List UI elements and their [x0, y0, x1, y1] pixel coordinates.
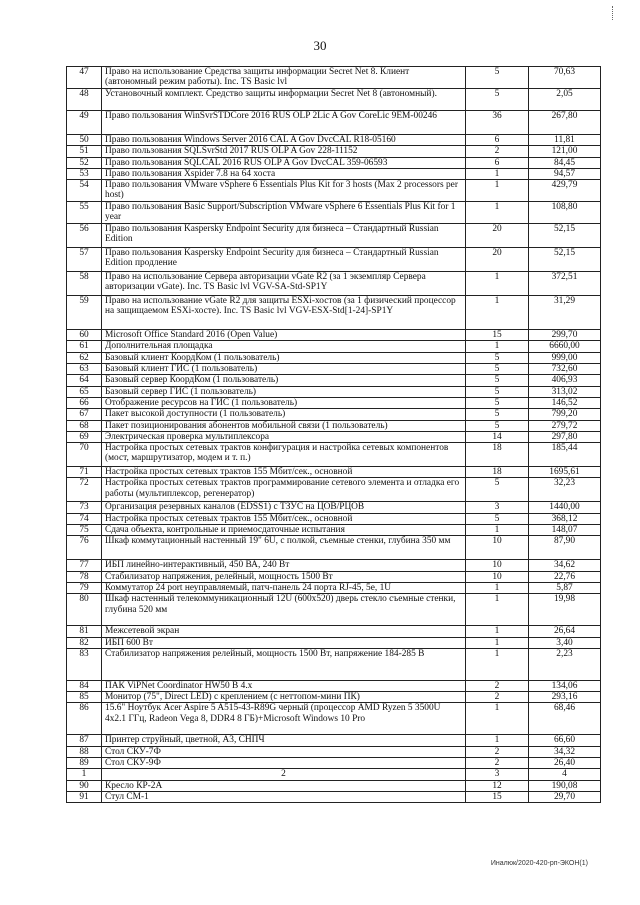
row-name: Базовый сервер ГИС (1 пользователь): [102, 386, 466, 397]
row-name: Пакет высокой доступности (1 пользователь): [102, 409, 466, 420]
row-name: Право пользования VMware vSphere 6 Essentials Plus Kit for 3 hosts (Max 2 processors per host): [102, 180, 466, 202]
row-name: Сдача объекта, контрольные и приемосдаточные испытания: [102, 525, 466, 536]
row-price: 372,51: [529, 272, 601, 296]
row-name: Дополнительная площадка: [102, 341, 466, 352]
row-quantity: 5: [466, 513, 529, 524]
row-quantity: 1: [466, 202, 529, 224]
row-price: 87,90: [529, 536, 601, 560]
table-row: [67, 769, 601, 780]
page-number: 30: [313, 38, 327, 53]
row-quantity: 5: [466, 375, 529, 386]
row-quantity: 2: [466, 758, 529, 769]
table-row: [67, 594, 601, 626]
table-row: [67, 443, 601, 467]
row-name: Право пользования Kaspersky Endpoint Security для бизнеса – Стандартный Russian Edition: [102, 224, 466, 248]
row-number: 82: [67, 637, 102, 648]
row-number: 49: [67, 111, 102, 135]
table-row: [67, 89, 601, 111]
row-name: Право на использование vGate R2 для защиты ESXi-хостов (за 1 физический процессор на защищаемом ESXi-хосте). Inc. TS Basic lvl VGV-ESX-Std[1-24]-SP1Y: [102, 296, 466, 330]
row-name: Настройка простых сетевых трактов программирование сетевого элемента и отладка его работы (мультиплексор, регенератор): [102, 478, 466, 502]
row-name: Право пользования Windows Server 2016 CAL A Gov DvcCAL R18-05160: [102, 135, 466, 146]
row-price: 190,08: [529, 780, 601, 791]
row-name: Установочный комплект. Средство защиты информации Secret Net 8 (автономный).: [102, 89, 466, 111]
row-price: 52,15: [529, 248, 601, 272]
table-row: [67, 420, 601, 431]
row-quantity: 6: [466, 135, 529, 146]
table-row: [67, 375, 601, 386]
row-quantity: 1: [466, 648, 529, 680]
row-quantity: 5: [466, 409, 529, 420]
row-quantity: 1: [466, 594, 529, 626]
row-number: 88: [67, 746, 102, 757]
row-quantity: 5: [466, 364, 529, 375]
row-price: 148,07: [529, 525, 601, 536]
row-name: Шкаф настенный телекоммуникационный 12U (600х520) дверь стекло съемные стенки, глубина 520 мм: [102, 594, 466, 626]
row-number: 69: [67, 431, 102, 442]
row-number: 62: [67, 352, 102, 363]
row-number: 67: [67, 409, 102, 420]
row-price: 1695,61: [529, 467, 601, 478]
row-number: 53: [67, 168, 102, 179]
edge-mark: [612, 6, 614, 20]
table-row: [67, 431, 601, 442]
table-row: [67, 397, 601, 408]
row-number: 71: [67, 467, 102, 478]
row-quantity: 1: [466, 272, 529, 296]
row-quantity: 15: [466, 791, 529, 802]
row-number: 72: [67, 478, 102, 502]
row-name: Межсетевой экран: [102, 626, 466, 637]
table-row: [67, 135, 601, 146]
row-quantity: 1: [466, 525, 529, 536]
row-price: 94,57: [529, 168, 601, 179]
row-quantity: 20: [466, 224, 529, 248]
table-row: [67, 735, 601, 746]
row-number: 75: [67, 525, 102, 536]
row-price: 29,70: [529, 791, 601, 802]
row-number: 57: [67, 248, 102, 272]
row-quantity: 2: [466, 146, 529, 157]
table-row: [67, 791, 601, 802]
row-price: 2,05: [529, 89, 601, 111]
table-row: [67, 352, 601, 363]
table-row: [67, 202, 601, 224]
table-row: [67, 67, 601, 89]
row-number: 79: [67, 582, 102, 593]
row-name: Настройка простых сетевых трактов конфигурация и настройка сетевых компонентов (мост, маршрутизатор, модем и т. п.): [102, 443, 466, 467]
row-name: Microsoft Office Standard 2016 (Open Value): [102, 330, 466, 341]
row-name: Стабилизатор напряжения, релейный, мощность 1500 Вт: [102, 571, 466, 582]
row-name: Стол СКУ-9Ф: [102, 758, 466, 769]
row-quantity: 5: [466, 420, 529, 431]
row-number: 87: [67, 735, 102, 746]
row-number: 47: [67, 67, 102, 89]
row-number: 73: [67, 502, 102, 513]
row-quantity: 3: [466, 502, 529, 513]
row-quantity: 1: [466, 296, 529, 330]
row-price: 26,40: [529, 758, 601, 769]
row-price: 313,02: [529, 386, 601, 397]
row-price: 84,45: [529, 157, 601, 168]
row-name: Стабилизатор напряжения релейный, мощность 1500 Вт, напряжение 184-285 В: [102, 648, 466, 680]
table-row: [67, 703, 601, 735]
row-quantity: 10: [466, 571, 529, 582]
row-name: Право пользования WinSvrSTDCore 2016 RUS OLP 2Lic A Gov CoreLic 9EM-00246: [102, 111, 466, 135]
row-price: 799,20: [529, 409, 601, 420]
table-row: [67, 758, 601, 769]
row-price: 406,93: [529, 375, 601, 386]
row-price: 34,62: [529, 560, 601, 571]
row-price: 68,46: [529, 703, 601, 735]
row-number: 83: [67, 648, 102, 680]
row-price: 70,63: [529, 67, 601, 89]
row-quantity: 3: [466, 769, 529, 780]
row-number: 56: [67, 224, 102, 248]
row-price: 146,52: [529, 397, 601, 408]
row-number: 86: [67, 703, 102, 735]
table-row: [67, 525, 601, 536]
row-price: 26,64: [529, 626, 601, 637]
row-quantity: 36: [466, 111, 529, 135]
row-name: Базовый клиент ГИС (1 пользователь): [102, 364, 466, 375]
row-price: 52,15: [529, 224, 601, 248]
row-name: Шкаф коммутационный настенный 19" 6U, с полкой, съемные стенки, глубина 350 мм: [102, 536, 466, 560]
row-quantity: 1: [466, 626, 529, 637]
row-quantity: 5: [466, 89, 529, 111]
row-quantity: 18: [466, 443, 529, 467]
row-number: 61: [67, 341, 102, 352]
row-name: ИБП 600 Вт: [102, 637, 466, 648]
row-price: 6660,00: [529, 341, 601, 352]
table-row: [67, 224, 601, 248]
row-number: 55: [67, 202, 102, 224]
row-price: 293,16: [529, 692, 601, 703]
row-number: 81: [67, 626, 102, 637]
row-number: 77: [67, 560, 102, 571]
table-row: [67, 571, 601, 582]
row-price: 3,40: [529, 637, 601, 648]
table-row: [67, 478, 601, 502]
row-number: 85: [67, 692, 102, 703]
row-number: 76: [67, 536, 102, 560]
row-quantity: 18: [466, 467, 529, 478]
row-number: 89: [67, 758, 102, 769]
row-name: Право пользования Kaspersky Endpoint Security для бизнеса – Стандартный Russian Edition продление: [102, 248, 466, 272]
row-price: 267,80: [529, 111, 601, 135]
table-row: [67, 146, 601, 157]
row-number: 51: [67, 146, 102, 157]
row-quantity: 2: [466, 692, 529, 703]
table-row: [67, 157, 601, 168]
footer-stamp: Иналюк/2020-420-рп-ЭКОН(1): [490, 860, 588, 867]
row-name: ПАК ViPNet Coordinator HW50 В 4.х: [102, 680, 466, 691]
table-row: [67, 467, 601, 478]
row-name: Пакет позиционирования абонентов мобильной связи (1 пользователь): [102, 420, 466, 431]
row-price: 368,12: [529, 513, 601, 524]
table-row: [67, 536, 601, 560]
row-name: Отображение ресурсов на ГИС (1 пользователь): [102, 397, 466, 408]
row-price: 34,32: [529, 746, 601, 757]
table-row: [67, 692, 601, 703]
row-name: Право пользования Basic Support/Subscription VMware vSphere 6 Essentials Plus Kit for 1 year: [102, 202, 466, 224]
row-price: 32,23: [529, 478, 601, 502]
row-name: Коммутатор 24 port неуправляемый, патч-панель 24 порта RJ-45, 5e, 1U: [102, 582, 466, 593]
row-quantity: 5: [466, 478, 529, 502]
row-number: 54: [67, 180, 102, 202]
row-quantity: 20: [466, 248, 529, 272]
table-row: [67, 680, 601, 691]
row-price: 297,80: [529, 431, 601, 442]
row-quantity: 2: [466, 680, 529, 691]
table-row: [67, 111, 601, 135]
table-row: [67, 513, 601, 524]
row-name: Право пользования SQLCAL 2016 RUS OLP A Gov DvcCAL 359-06593: [102, 157, 466, 168]
row-number: 78: [67, 571, 102, 582]
row-name: Принтер струйный, цветной, А3, СНПЧ: [102, 735, 466, 746]
row-quantity: 10: [466, 560, 529, 571]
row-price: 299,70: [529, 330, 601, 341]
row-price: 22,76: [529, 571, 601, 582]
table-row: [67, 248, 601, 272]
table-row: [67, 386, 601, 397]
row-name: 2: [102, 769, 466, 780]
row-number: 84: [67, 680, 102, 691]
row-quantity: 2: [466, 746, 529, 757]
row-quantity: 12: [466, 780, 529, 791]
row-quantity: 1: [466, 168, 529, 179]
row-number: 91: [67, 791, 102, 802]
row-number: 1: [67, 769, 102, 780]
row-quantity: 1: [466, 341, 529, 352]
table-row: [67, 648, 601, 680]
row-price: 1440,00: [529, 502, 601, 513]
table-row: [67, 341, 601, 352]
row-price: 5,87: [529, 582, 601, 593]
row-name: Базовый клиент КоордКом (1 пользователь): [102, 352, 466, 363]
specification-table: [66, 66, 601, 803]
row-quantity: 15: [466, 330, 529, 341]
row-quantity: 10: [466, 536, 529, 560]
row-name: 15.6" Ноутбук Acer Aspire 5 A515-43-R89G черный (процессор AMD Ryzen 5 3500U 4х2.1 ГГц, Radeon Vega 8, DDR4 8 ГБ)+Microsoft Windows 10 Pro: [102, 703, 466, 735]
row-quantity: 1: [466, 180, 529, 202]
row-quantity: 6: [466, 157, 529, 168]
row-name: Право пользования Xspider 7.8 на 64 хоста: [102, 168, 466, 179]
table-row: [67, 180, 601, 202]
row-price: 429,79: [529, 180, 601, 202]
row-quantity: 5: [466, 386, 529, 397]
row-number: 66: [67, 397, 102, 408]
row-price: 185,44: [529, 443, 601, 467]
row-number: 50: [67, 135, 102, 146]
row-name: Электрическая проверка мультиплексора: [102, 431, 466, 442]
row-quantity: 5: [466, 397, 529, 408]
row-name: Стол СКУ-7Ф: [102, 746, 466, 757]
row-name: Базовый сервер КоордКом (1 пользователь): [102, 375, 466, 386]
row-name: Настройка простых сетевых трактов 155 Мбит/сек., основной: [102, 513, 466, 524]
table-row: [67, 780, 601, 791]
table-row: [67, 409, 601, 420]
row-price: 279,72: [529, 420, 601, 431]
row-number: 52: [67, 157, 102, 168]
row-number: 68: [67, 420, 102, 431]
table-row: [67, 560, 601, 571]
row-name: Настройка простых сетевых трактов 155 Мбит/сек., основной: [102, 467, 466, 478]
table-row: [67, 637, 601, 648]
table-body: [67, 67, 601, 803]
row-number: 59: [67, 296, 102, 330]
row-name: Стул СМ-1: [102, 791, 466, 802]
table-row: [67, 296, 601, 330]
row-price: 2,23: [529, 648, 601, 680]
row-number: 80: [67, 594, 102, 626]
table-row: [67, 582, 601, 593]
row-name: Монитор (75", Direct LED) с креплением (с неттопом-мини ПК): [102, 692, 466, 703]
row-quantity: 1: [466, 703, 529, 735]
row-number: 48: [67, 89, 102, 111]
row-price: 31,29: [529, 296, 601, 330]
row-price: 4: [529, 769, 601, 780]
row-name: Кресло КР-2А: [102, 780, 466, 791]
row-price: 732,60: [529, 364, 601, 375]
table-row: [67, 272, 601, 296]
row-price: 11,81: [529, 135, 601, 146]
row-number: 63: [67, 364, 102, 375]
row-number: 90: [67, 780, 102, 791]
table-row: [67, 364, 601, 375]
row-quantity: 5: [466, 352, 529, 363]
row-price: 19,98: [529, 594, 601, 626]
row-quantity: 1: [466, 582, 529, 593]
row-number: 64: [67, 375, 102, 386]
table-row: [67, 502, 601, 513]
row-quantity: 14: [466, 431, 529, 442]
row-name: Право пользования SQLSvrStd 2017 RUS OLP A Gov 228-11152: [102, 146, 466, 157]
row-number: 58: [67, 272, 102, 296]
table-row: [67, 626, 601, 637]
row-name: Право на использование Средства защиты информации Secret Net 8. Клиент (автономный режим работы). Inc. TS Basic lvl: [102, 67, 466, 89]
row-name: ИБП линейно-интерактивный, 450 ВА, 240 Вт: [102, 560, 466, 571]
row-price: 121,00: [529, 146, 601, 157]
row-number: 74: [67, 513, 102, 524]
row-name: Организация резервных каналов (EDSS1) с ТЗУС на ЦОВ/РЦОВ: [102, 502, 466, 513]
row-price: 108,80: [529, 202, 601, 224]
row-name: Право на использование Сервера авторизации vGate R2 (за 1 экземпляр Сервера авторизации vGate). Inc. TS Basic lvl VGV-SA-Std-SP1Y: [102, 272, 466, 296]
row-price: 134,06: [529, 680, 601, 691]
row-number: 60: [67, 330, 102, 341]
table-row: [67, 746, 601, 757]
row-number: 70: [67, 443, 102, 467]
row-quantity: 5: [466, 67, 529, 89]
row-quantity: 1: [466, 735, 529, 746]
row-quantity: 1: [466, 637, 529, 648]
row-number: 65: [67, 386, 102, 397]
row-price: 66,60: [529, 735, 601, 746]
table-row: [67, 168, 601, 179]
row-price: 999,00: [529, 352, 601, 363]
table-row: [67, 330, 601, 341]
